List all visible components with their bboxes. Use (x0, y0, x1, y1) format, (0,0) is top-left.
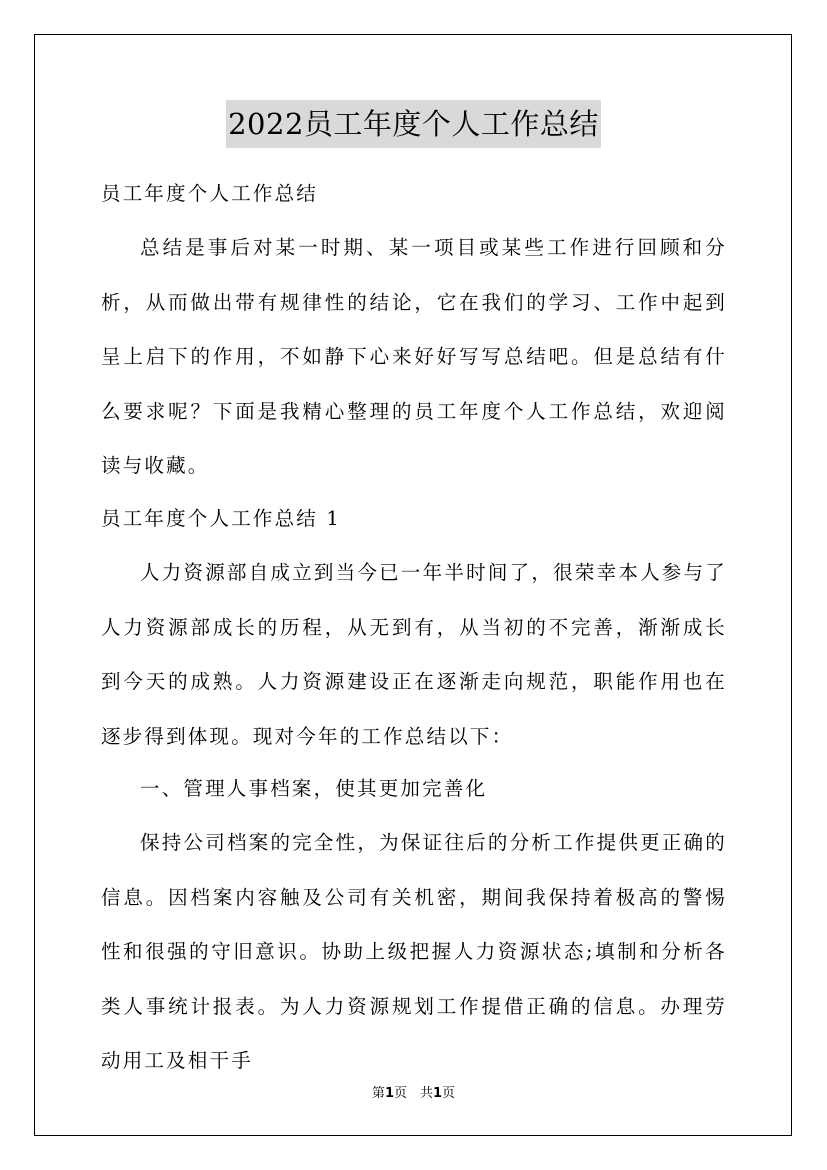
footer-page-suffix: 页 (442, 1086, 456, 1101)
section-paragraph: 人力资源部自成立到当今已一年半时间了，很荣幸本人参与了人力资源部成长的历程，从无到有，从当初的不完善，渐渐成长到今天的成熟。人力资源建设正在逐渐走向规范，职能作用也在逐步得到体现。现对今年的工作总结以下： (101, 561, 727, 748)
document-subtitle: 员工年度个人工作总结 (101, 182, 319, 205)
section-heading: 员工年度个人工作总结 1 (101, 507, 342, 530)
page-footer (0, 1082, 827, 1101)
footer-page-number: 1 (384, 1086, 394, 1101)
title-container (0, 100, 827, 148)
item-paragraph: 保持公司档案的完全性，为保证往后的分析工作提供更正确的信息。因档案内容触及公司有关机密，期间我保持着极高的警惕性和很强的守旧意识。协助上级把握人力资源状态;填制和分析各类人事统计报表。为人力资源规划工作提借正确的信息。办理劳动用工及相干手 (101, 831, 727, 1072)
intro-paragraph: 总结是事后对某一时期、某一项目或某些工作进行回顾和分析，从而做出带有规律性的结论，它在我们的学习、工作中起到呈上启下的作用，不如静下心来好好写写总结吧。但是总结有什么要求呢？下面是我精心整理的员工年度个人工作总结，欢迎阅读与收藏。 (101, 236, 727, 477)
document-title: 2022员工年度个人工作总结 (226, 100, 601, 148)
item-heading: 一、管理人事档案，使其更加完善化 (140, 777, 488, 800)
footer-page-total: 1 (433, 1086, 443, 1101)
footer-page-mid: 页 共 (393, 1086, 433, 1101)
footer-page-prefix: 第 (371, 1086, 385, 1101)
